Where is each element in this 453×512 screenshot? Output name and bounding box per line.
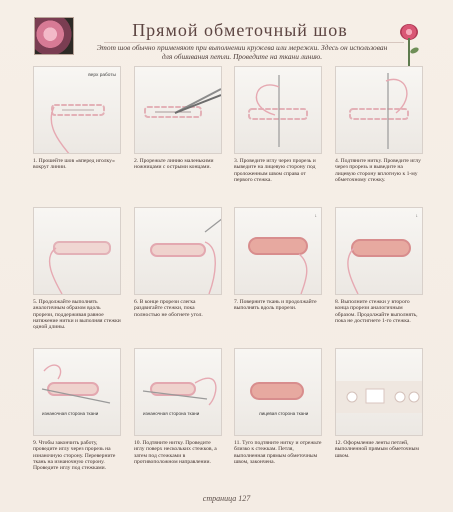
photo-label-2: изнаночная сторона ткани bbox=[143, 411, 200, 416]
photo-label: изнаночная сторона ткани bbox=[42, 411, 99, 416]
header bbox=[0, 0, 453, 62]
step-12-caption: 12. Оформление ленты петлей, выполненной прямым обметочным швом. bbox=[335, 440, 419, 459]
arrow-down-icon-2: ↓ bbox=[415, 214, 418, 219]
step-5-photo bbox=[33, 207, 121, 295]
step-9-caption: 9. Чтобы закончить работу, проведите иглу через прорезь на изнаночную сторону. Переверните ткань на изнаночную сторону. Проведите иглу под стежками. bbox=[33, 440, 116, 472]
step-1-caption: 1. Прошейте шов «вперед иголку» вокруг линии. bbox=[33, 158, 115, 171]
step-4-caption: 4. Подтяните нитку. Проведите иглу через прорезь и выведите на лицевую сторону вплотную к 1-му обметочному стежку. bbox=[335, 158, 421, 183]
step-7-caption: 7. Поверните ткань и продолжайте выполнять вдоль прорези. bbox=[234, 299, 317, 312]
step-4 bbox=[335, 66, 423, 183]
step-1-photo bbox=[33, 66, 121, 154]
step-10-caption: 10. Подтяните нитку. Проведите иглу поверх нескольких стежков, а затем под стежками в противоположном направлении. bbox=[134, 440, 217, 465]
step-3-photo bbox=[234, 66, 322, 154]
steps-grid bbox=[33, 66, 425, 474]
photo-label-3: лицевая сторона ткани bbox=[259, 411, 309, 416]
step-11-caption: 11. Туго подтяните нитку и отрежьте близко к стежкам. Петля, выполненная прямым обметочным швом, закончена. bbox=[234, 440, 322, 465]
step-9 bbox=[33, 348, 121, 471]
step-8-caption: 8. Выполните стежки у второго конца прорези аналогичным образом. Продолжайте выполнять, пока не достигнете 1-го стежка. bbox=[335, 299, 418, 324]
step-5 bbox=[33, 207, 121, 330]
step-3-caption: 3. Проведите иглу через прорезь и выведите на лицевую сторону под проложенным швом справа от первого стежка. bbox=[234, 158, 316, 183]
page-number: страница 127 bbox=[202, 494, 251, 503]
photo-label-top: верх работы bbox=[88, 73, 116, 78]
step-10 bbox=[134, 348, 222, 465]
step-12 bbox=[335, 348, 423, 459]
step-6 bbox=[134, 207, 222, 318]
rose-icon bbox=[398, 24, 420, 68]
step-8-photo bbox=[335, 207, 423, 295]
step-9-photo bbox=[33, 348, 121, 436]
arrow-down-icon: ↓ bbox=[314, 214, 317, 219]
step-5-caption: 5. Продолжайте выполнять аналогичным образом вдоль прорези, поддерживая равное натяжение нитки и выполняя стежки одной длины. bbox=[33, 299, 121, 331]
step-10-photo bbox=[134, 348, 222, 436]
step-2-caption: 2. Прорежьте линию маленькими ножницами с острыми концами. bbox=[134, 158, 214, 171]
flower-photo bbox=[34, 17, 74, 55]
page-title: Прямой обметочный шов bbox=[132, 20, 348, 40]
step-11 bbox=[234, 348, 322, 465]
step-7 bbox=[234, 207, 322, 312]
step-12-photo bbox=[335, 348, 423, 436]
step-3 bbox=[234, 66, 322, 183]
intro-text: Этот шов обычно применяют при выполнении кружева или мережки. Здесь он использован для обшивания петли. Проведите на ткани линию. bbox=[96, 43, 388, 61]
step-6-photo bbox=[134, 207, 222, 295]
step-2-photo bbox=[134, 66, 222, 154]
step-2 bbox=[134, 66, 222, 171]
step-7-photo bbox=[234, 207, 322, 295]
step-1 bbox=[33, 66, 121, 171]
step-4-photo bbox=[335, 66, 423, 154]
step-6-caption: 6. В конце прорези слегка раздвигайте стежки, пока полностью не обогнете угол. bbox=[134, 299, 203, 318]
step-8 bbox=[335, 207, 423, 324]
step-11-photo bbox=[234, 348, 322, 436]
